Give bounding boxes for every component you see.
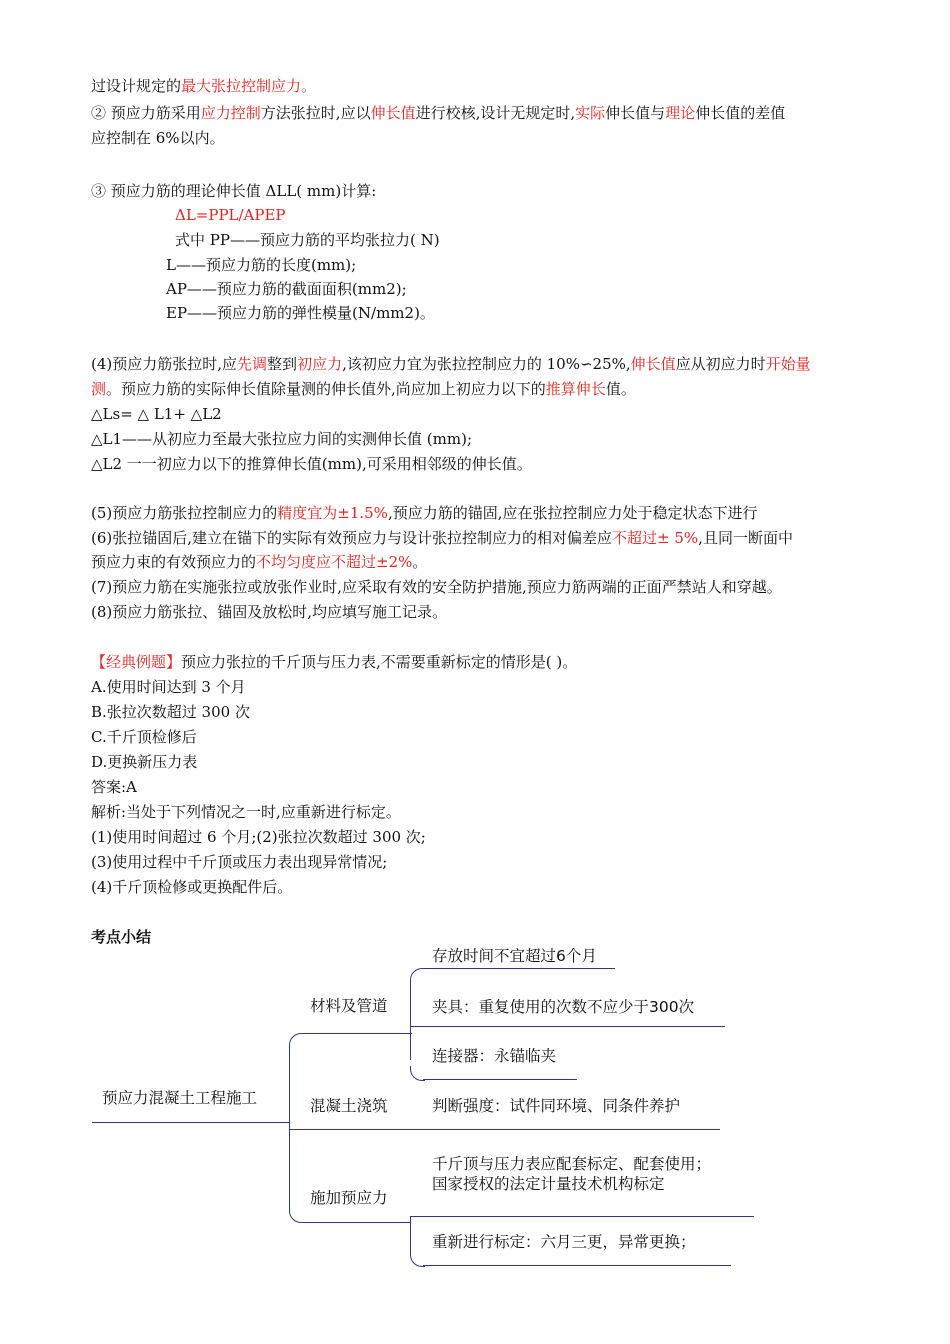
mindmap-leaf: 千斤顶与压力表应配套标定、配套使用；	[432, 1155, 712, 1173]
mindmap-branch: 施加预应力	[310, 1189, 388, 1207]
text-line: (8)预应力筋张拉、锚固及放松时,均应填写施工记录。	[91, 603, 448, 621]
connector-line	[423, 968, 615, 969]
mindmap-root: 预应力混凝土工程施工	[102, 1089, 258, 1107]
connector-line	[423, 1265, 731, 1266]
answer: 答案:A	[91, 778, 137, 796]
analysis-item: (3)使用过程中千斤顶或压力表出现异常情况;	[91, 853, 388, 871]
text-line: ③ 预应力筋的理论伸长值 ΔLL( mm)计算:	[91, 182, 377, 200]
option: D.更换新压力表	[91, 753, 198, 771]
analysis: 解析:当处于下列情况之一时,应重新进行标定。	[91, 803, 401, 821]
mindmap-leaf: 夹具：重复使用的次数不应少于300次	[432, 998, 695, 1016]
analysis-item: (4)千斤顶检修或更换配件后。	[91, 878, 293, 896]
connector-line	[289, 1208, 304, 1223]
connector-line	[289, 1033, 304, 1048]
text-line: (5)预应力筋张拉控制应力的精度宜为±1.5%,预应力筋的锚固,应在张拉控制应力处于稳定状态下进行	[91, 504, 758, 522]
connector-line	[92, 1122, 290, 1123]
equation: △L1——从初应力至最大张拉应力间的实测伸长值 (mm);	[91, 430, 473, 448]
connector-line	[410, 980, 411, 1060]
mindmap-leaf: 国家授权的法定计量技术机构标定	[432, 1175, 665, 1193]
mindmap-leaf: 判断强度：试件同环境、同条件养护	[432, 1097, 681, 1115]
text-line: ② 预应力筋采用应力控制方法张拉时,应以伸长值进行校核,设计无规定时,实际伸长值与理论伸长值的差值	[91, 104, 786, 122]
text-line: 过设计规定的最大张拉控制应力。	[91, 77, 317, 95]
connector-line	[410, 968, 425, 983]
equation: △Ls= △ L1+ △L2	[91, 405, 222, 423]
mindmap-leaf: 存放时间不宜超过6个月	[432, 947, 597, 965]
connector-line	[410, 1216, 411, 1256]
definition: AP——预应力筋的截面面积(mm2);	[166, 280, 407, 298]
text-line: (7)预应力筋在实施张拉或放张作业时,应采取有效的安全防护措施,预应力筋两端的正面严禁站人和穿越。	[91, 578, 782, 596]
connector-line	[290, 1129, 720, 1130]
text-line: 测。预应力筋的实际伸长值除量测的伸长值外,尚应加上初应力以下的推算伸长值。	[91, 380, 636, 398]
mindmap-branch: 混凝土浇筑	[310, 1097, 388, 1115]
definition: L——预应力筋的长度(mm);	[166, 256, 357, 274]
analysis-item: (1)使用时间超过 6 个月;(2)张拉次数超过 300 次;	[91, 828, 426, 846]
option: B.张拉次数超过 300 次	[91, 703, 250, 721]
connector-line	[302, 1222, 410, 1223]
text-line: (4)预应力筋张拉时,应先调整到初应力,该初应力宜为张拉控制应力的 10%∽25%,伸长值应从初应力时开始量	[91, 355, 811, 373]
connector-line	[302, 1033, 412, 1034]
mindmap-branch: 材料及管道	[310, 997, 388, 1015]
definition: 式中 PP——预应力筋的平均张拉力( N)	[175, 231, 440, 249]
connector-line	[410, 1216, 754, 1217]
equation: △L2 一一初应力以下的推算伸长值(mm),可采用相邻级的伸长值。	[91, 455, 532, 473]
mindmap-leaf: 连接器：永锚临夹	[432, 1047, 557, 1065]
definition: EP——预应力筋的弹性模量(N/mm2)。	[166, 304, 435, 322]
connector-line	[423, 1079, 577, 1080]
example-question: 【经典例题】预应力张拉的千斤顶与压力表,不需要重新标定的情形是( )。	[91, 653, 578, 671]
option: C.千斤顶检修后	[91, 728, 197, 746]
text-line: (6)张拉锚固后,建立在锚下的实际有效预应力与设计张拉控制应力的相对偏差应不超过± 5%,且同一断面中	[91, 529, 793, 547]
text-line: 应控制在 6%以内。	[91, 129, 225, 147]
text-line: 预应力束的有效预应力的不均匀度应不超过±2%。	[91, 553, 428, 571]
connector-line	[289, 1046, 290, 1210]
section-title: 考点小结	[91, 928, 152, 946]
formula: ΔL=PPL/APEP	[175, 206, 286, 224]
connector-line	[411, 1026, 725, 1027]
option: A.使用时间达到 3 个月	[91, 678, 246, 696]
mindmap-leaf: 重新进行标定：六月三更，异常更换；	[432, 1233, 696, 1251]
